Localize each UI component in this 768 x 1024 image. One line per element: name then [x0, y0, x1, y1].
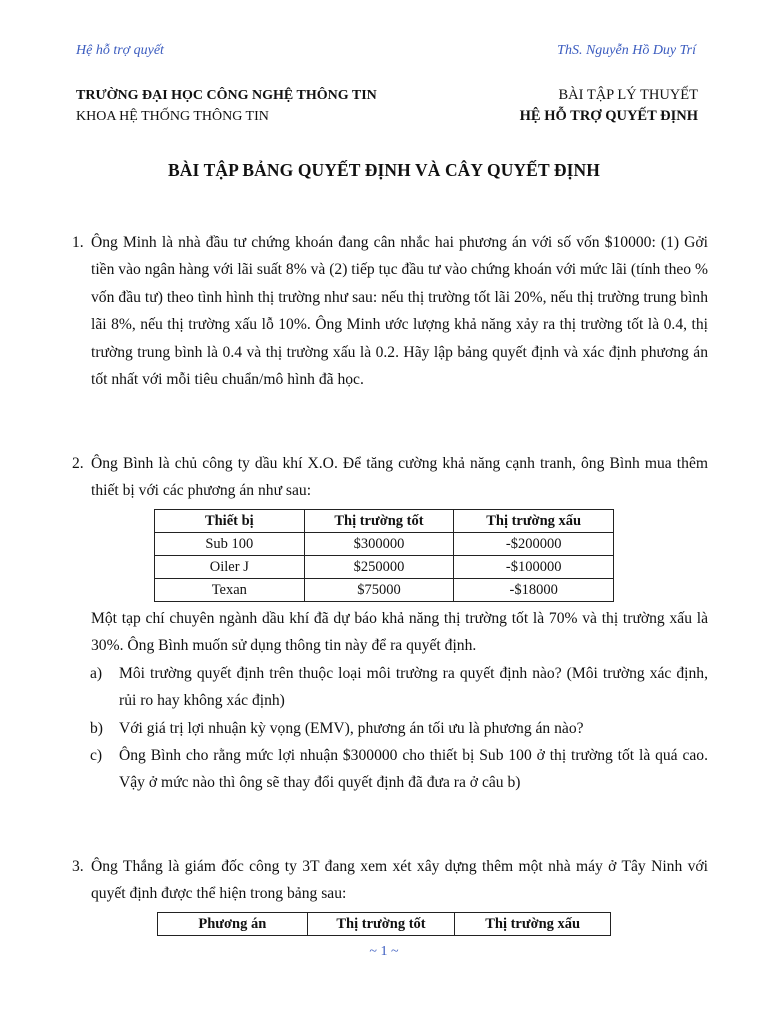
sub-question-label: b) — [90, 720, 103, 737]
running-header-right: ThS. Nguyễn Hồ Duy Trí — [557, 43, 696, 58]
course-name: HỆ HỖ TRỢ QUYẾT ĐỊNH — [519, 108, 698, 124]
question-text: Ông Thắng là giám đốc công ty 3T đang xem xét xây dựng thêm một nhà máy ở Tây Ninh với quyết định được thể hiện trong bảng sau: — [91, 858, 708, 903]
column-header: Thiết bị — [155, 510, 305, 533]
question-3 — [72, 853, 708, 908]
table-cell: -$100000 — [454, 556, 614, 579]
course-block — [520, 85, 698, 127]
factory-table — [157, 912, 611, 936]
column-header: Thị trường tốt — [304, 510, 454, 533]
table-header-row — [158, 913, 611, 936]
equipment-table — [154, 509, 614, 602]
document-type: BÀI TẬP LÝ THUYẾT — [558, 87, 698, 103]
column-header: Thị trường xấu — [454, 510, 614, 533]
column-header: Thị trường tốt — [307, 913, 455, 936]
page-title: BÀI TẬP BẢNG QUYẾT ĐỊNH VÀ CÂY QUYẾT ĐỊNH — [168, 160, 600, 180]
sub-question-a — [90, 660, 708, 715]
sub-question-label: a) — [90, 665, 103, 682]
sub-question-text: Với giá trị lợi nhuận kỳ vọng (EMV), phương án tối ưu là phương án nào? — [119, 720, 584, 737]
question-2-followup: Một tạp chí chuyên ngành dầu khí đã dự báo khả năng thị trường tốt là 70% và thị trường xấu là 30%. Ông Bình muốn sử dụng thông tin này để ra quyết định. — [91, 610, 708, 655]
table-cell: $75000 — [304, 579, 454, 602]
sub-question-text: Ông Bình cho rằng mức lợi nhuận $300000 cho thiết bị Sub 100 ở thị trường tốt là quá cao. Vậy ở mức nào thì ông sẽ thay đổi quyết định đã đưa ra ở câu b) — [119, 747, 708, 792]
question-1 — [72, 229, 708, 393]
table-cell: $300000 — [304, 533, 454, 556]
page-number: ~ 1 ~ — [369, 944, 399, 959]
university-name: TRƯỜNG ĐẠI HỌC CÔNG NGHỆ THÔNG TIN — [76, 88, 377, 103]
column-header: Thị trường xấu — [455, 913, 611, 936]
question-text: Ông Minh là nhà đầu tư chứng khoán đang cân nhắc hai phương án với số vốn $10000: (1) Gởi tiền vào ngân hàng với lãi suất 8% và (2) tiếp tục đầu tư vào chứng khoán với mức lãi (tính theo % vốn đầu tư) theo tình hình thị trường như sau: nếu thị trường tốt lãi 20%, nếu thị trường trung bình lãi 8%, nếu thị trường xấu lỗ 10%. Ông Minh ước lượng khả năng xảy ra thị trường tốt là 0.4, thị trường trung bình là 0.4 và thị trường xấu là 0.2. Hãy lập bảng quyết định và xác định phương án tốt nhất với mỗi tiêu chuẩn/mô hình đã học. — [91, 234, 708, 389]
table-cell: Texan — [155, 579, 305, 602]
table-row — [155, 579, 614, 602]
question-2 — [72, 450, 708, 505]
sub-question-b — [90, 715, 708, 742]
table-cell: Oiler J — [155, 556, 305, 579]
question-text: Ông Bình là chủ công ty dầu khí X.O. Để tăng cường khả năng cạnh tranh, ông Bình mua thêm thiết bị với các phương án như sau: — [91, 455, 708, 500]
sub-question-c — [90, 742, 708, 797]
table-header-row — [155, 510, 614, 533]
question-number: 1. — [72, 234, 84, 251]
table-row — [155, 556, 614, 579]
table-cell: $250000 — [304, 556, 454, 579]
question-number: 3. — [72, 858, 84, 875]
question-number: 2. — [72, 455, 84, 472]
faculty-name: KHOA HỆ THỐNG THÔNG TIN — [76, 109, 269, 124]
table-cell: -$200000 — [454, 533, 614, 556]
table-row — [155, 533, 614, 556]
institution-block — [76, 85, 377, 127]
running-header-left: Hệ hỗ trợ quyết — [76, 43, 164, 58]
table-cell: -$18000 — [454, 579, 614, 602]
column-header: Phương án — [158, 913, 308, 936]
sub-question-label: c) — [90, 747, 103, 764]
sub-question-text: Môi trường quyết định trên thuộc loại môi trường ra quyết định nào? (Môi trường xác định, rủi ro hay không xác định) — [119, 665, 708, 710]
table-cell: Sub 100 — [155, 533, 305, 556]
